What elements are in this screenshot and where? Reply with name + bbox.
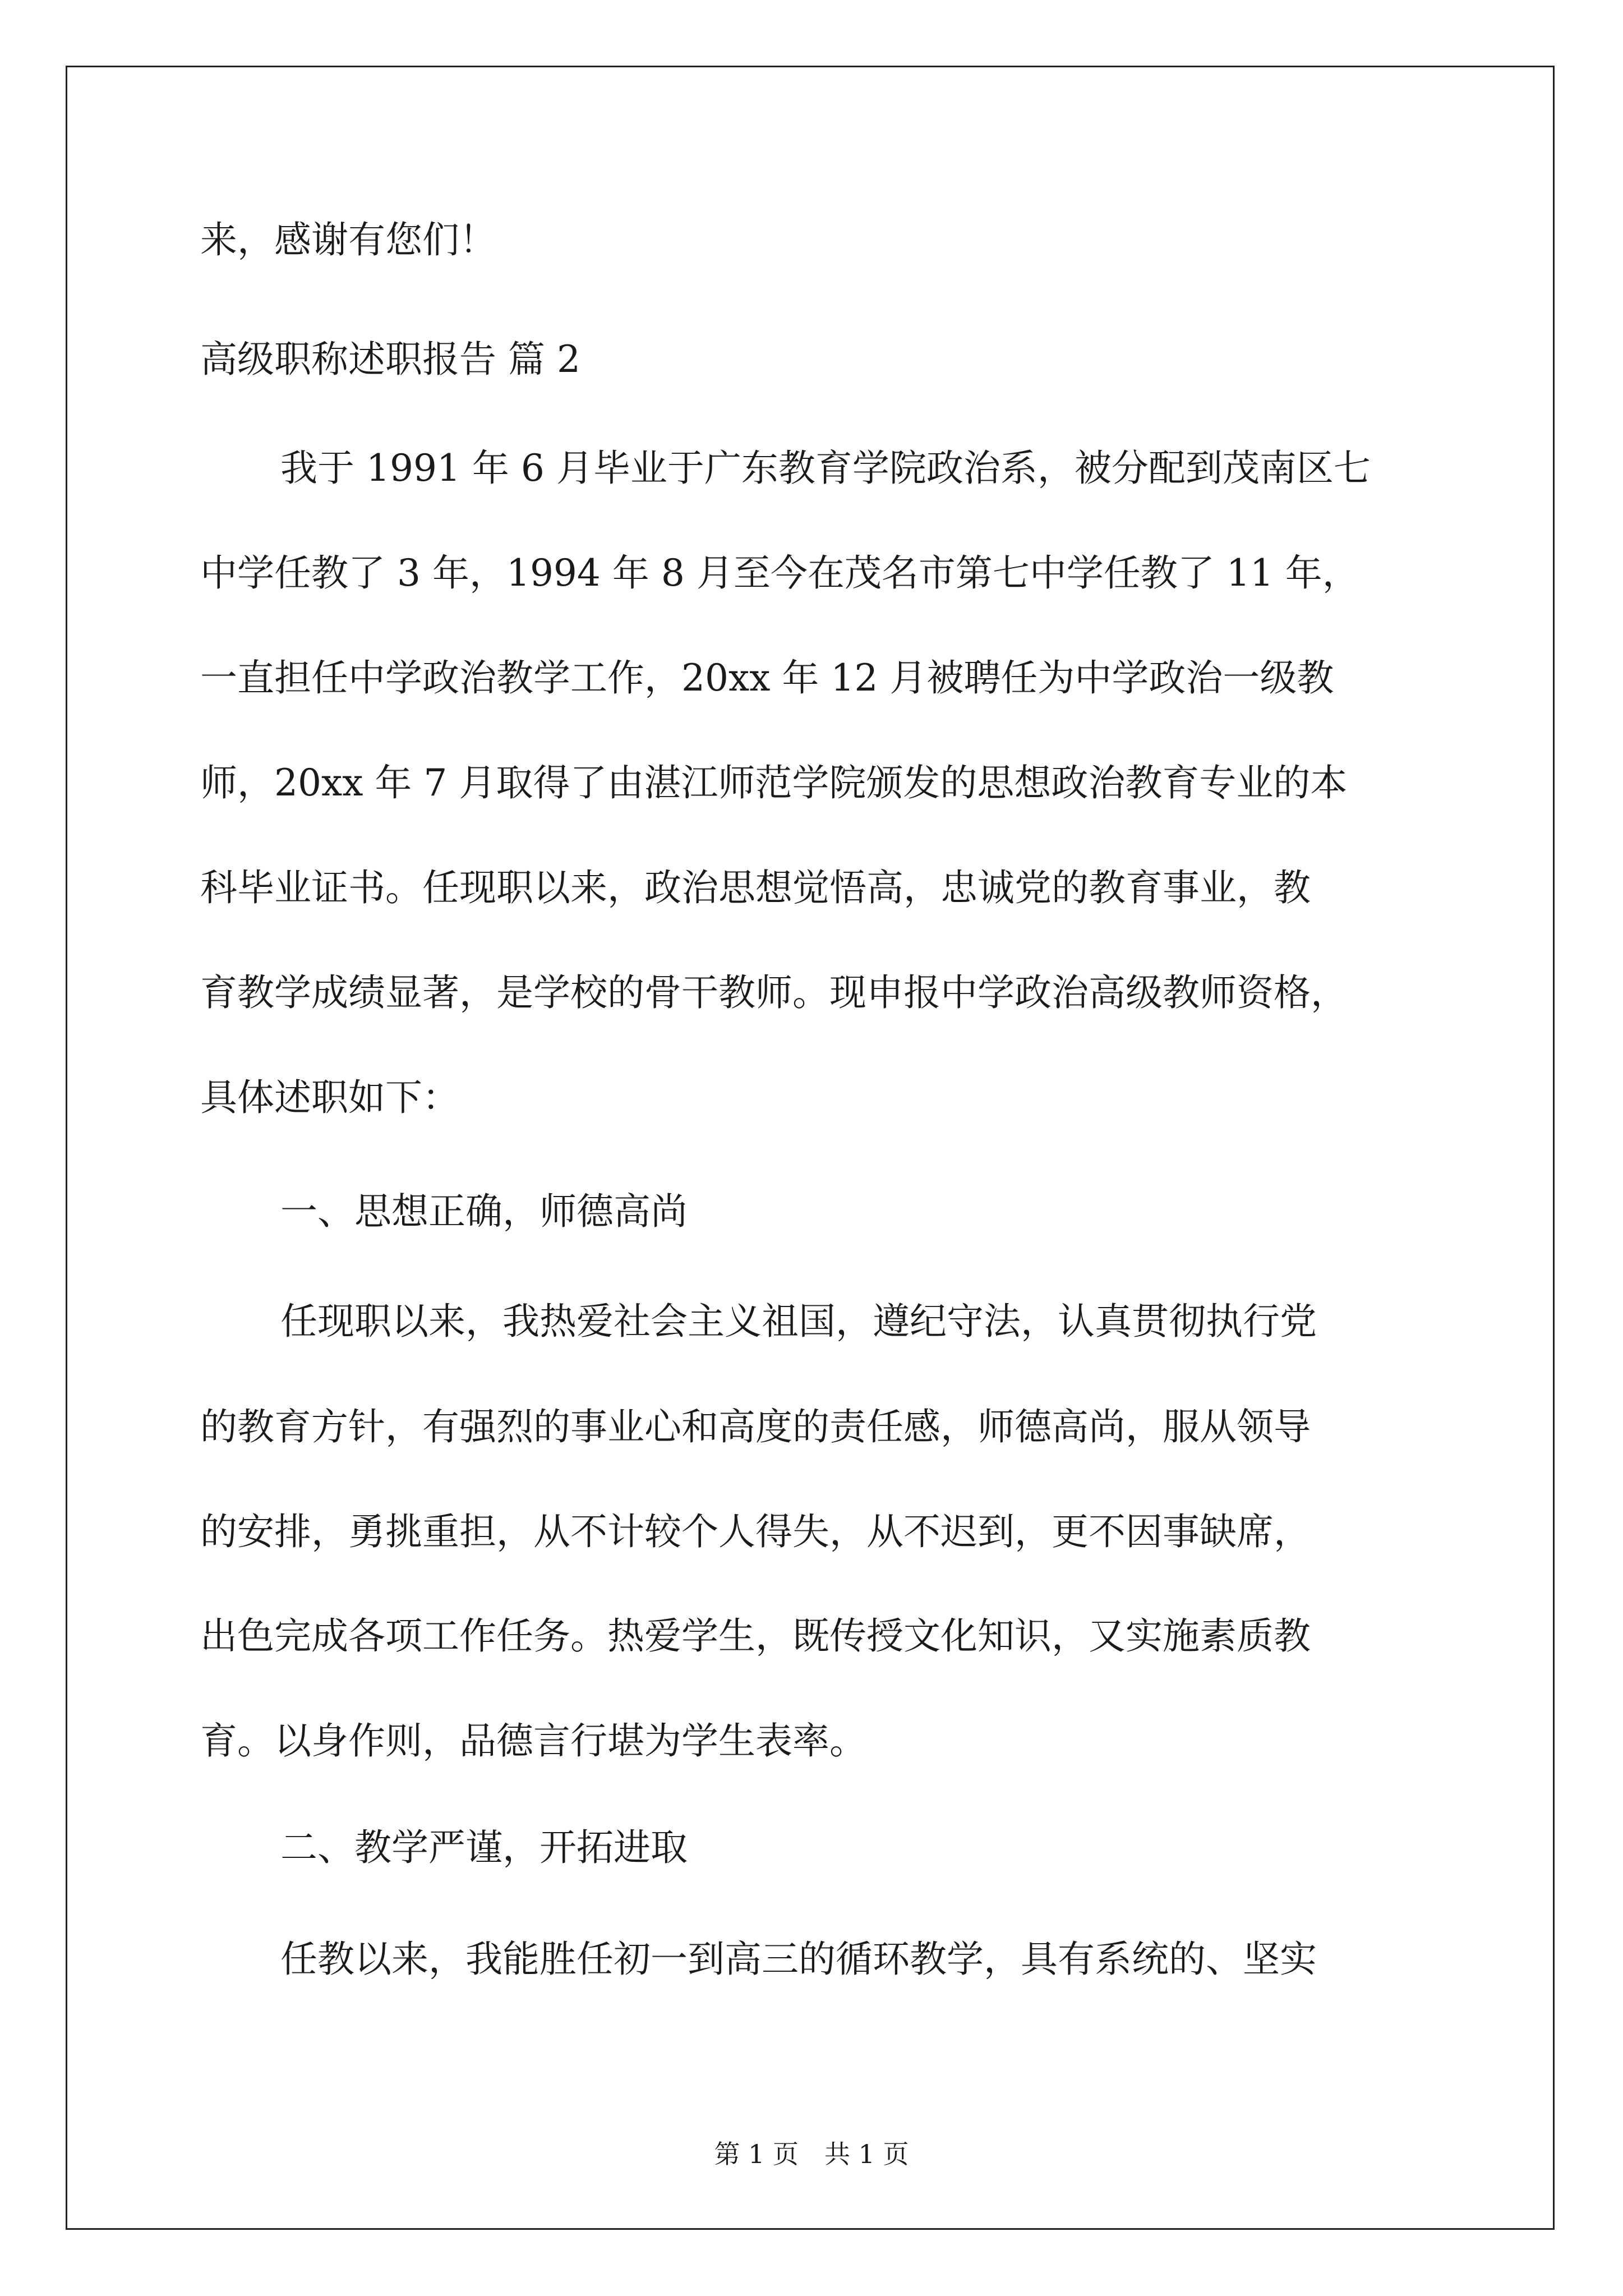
paragraph-line: 的安排，勇挑重担，从不计较个人得失，从不迟到，更不因事缺席， [200,1510,1311,1553]
paragraph-line: 科毕业证书。任现职以来，政治思想觉悟高，忠诚党的教育事业，教 [200,866,1311,909]
paragraph-line: 育教学成绩显著，是学校的骨干教师。现申报中学政治高级教师资格， [200,971,1348,1014]
paragraph-line: 育。以身作则，品德言行堪为学生表率。 [200,1719,866,1763]
paragraph-line: 出色完成各项工作任务。热爱学生，既传授文化知识，又实施素质教 [200,1614,1311,1658]
page-footer: 第 1 页 共 1 页 [714,2139,909,2169]
text-line: 来，感谢有您们！ [200,218,496,261]
paragraph-line: 任现职以来，我热爱社会主义祖国，遵纪守法，认真贯彻执行党 [280,1300,1317,1343]
paragraph-line: 一直担任中学政治教学工作，20xx 年 12 月被聘任为中学政治一级教 [200,656,1334,700]
heading-one: 一、思想正确，师德高尚 [280,1190,688,1233]
page-border [66,66,1555,2230]
heading-two: 二、教学严谨，开拓进取 [280,1826,688,1869]
paragraph-line: 具体述职如下： [200,1076,459,1119]
paragraph-line: 我于 1991 年 6 月毕业于广东教育学院政治系，被分配到茂南区七 [280,447,1371,490]
paragraph-line: 师，20xx 年 7 月取得了由湛江师范学院颁发的思想政治教育专业的本 [200,761,1348,804]
paragraph-line: 的教育方针，有强烈的事业心和高度的责任感，师德高尚，服从领导 [200,1405,1311,1448]
paragraph-line: 中学任教了 3 年，1994 年 8 月至今在茂名市第七中学任教了 11 年， [200,551,1359,595]
section-title: 高级职称述职报告 篇 2 [200,338,580,381]
paragraph-line: 任教以来，我能胜任初一到高三的循环教学，具有系统的、坚实 [280,1938,1317,1981]
